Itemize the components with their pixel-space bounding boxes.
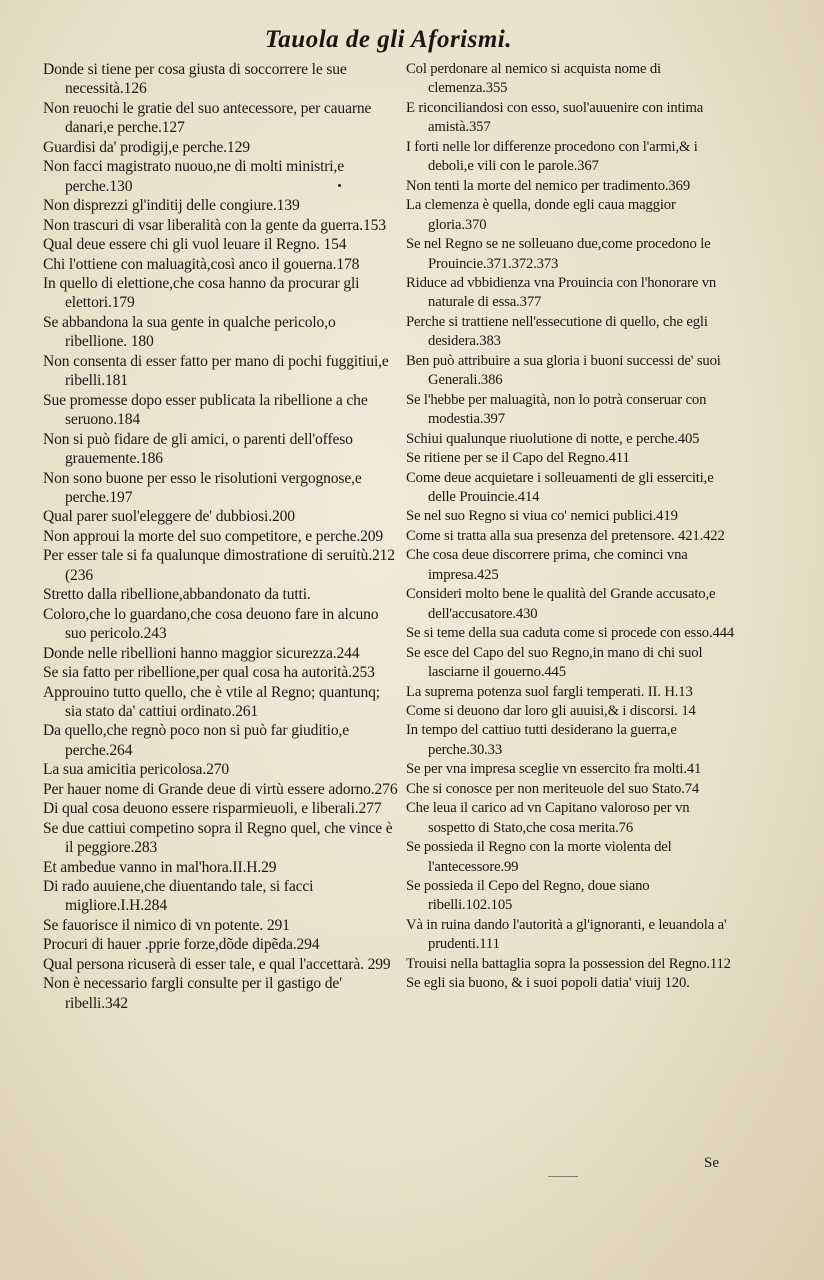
index-entry: Se nel suo Regno si viua co' nemici publici.419 bbox=[406, 508, 678, 525]
catchword: Se bbox=[704, 1155, 719, 1171]
index-entry: Chi l'ottiene con maluagità,così anco il gouerna.178 bbox=[43, 255, 360, 273]
index-entry: Approuino tutto quello, che è vtile al Regno; quantunq; sia stato da' cattiui ordinato.261 bbox=[43, 683, 380, 720]
index-entry: Et ambedue vanno in mal'hora.II.H.29 bbox=[43, 858, 277, 876]
index-entry: Di qual cosa deuono essere risparmieuoli, e liberali.277 bbox=[43, 800, 382, 818]
index-entry: In quello di elettione,che cosa hanno da procurar gli elettori.179 bbox=[43, 274, 360, 312]
index-entry: Non facci magistrato nuouo,ne di molti ministri,e perche.130 bbox=[43, 158, 344, 195]
index-entry: Se esce del Capo del suo Regno,in mano di chi suol lasciarne il gouerno.445 bbox=[406, 644, 703, 681]
index-entry: La sua amicitia pericolosa.270 bbox=[43, 761, 230, 779]
signature-mark bbox=[548, 1176, 578, 1177]
index-entry: Non è necessario fargli consulte per il gastigo de' ribelli.342 bbox=[43, 975, 342, 1012]
index-entry: Qual parer suol'eleggere de' dubbiosi.200 bbox=[43, 508, 295, 526]
index-entry: Non tenti la morte del nemico per tradimento.369 bbox=[406, 177, 691, 194]
index-entry: Se per vna impresa sceglie vn essercito fra molti.41 bbox=[406, 761, 702, 778]
index-entry: Ben può attribuire a sua gloria i buoni successi de' suoi Generali.386 bbox=[406, 352, 721, 389]
index-entry: Non disprezzi gl'inditij delle congiure.139 bbox=[43, 197, 300, 215]
index-entry: Coloro,che lo guardano,che cosa deuono fare in alcuno suo pericolo.243 bbox=[43, 605, 379, 643]
index-entry: In tempo del cattiuo tutti desiderano la guerra,e perche.30.33 bbox=[406, 722, 677, 758]
index-entry: Perche si trattiene nell'essecutione di quello, che egli desidera.383 bbox=[406, 313, 708, 350]
index-entry: Di rado auuiene,che diuentando tale, si facci migliore.I.H.284 bbox=[43, 878, 314, 915]
index-entry: Procuri di hauer .pprie forze,dõde dipẽda.294 bbox=[43, 936, 320, 954]
index-entry: Non consenta di esser fatto per mano di pochi fuggitiui,e ribelli.181 bbox=[43, 352, 389, 390]
index-entry: Và in ruina dando l'autorità a gl'ignoranti, e leuandola a' prudenti.111 bbox=[406, 916, 727, 953]
ink-speck bbox=[338, 184, 341, 187]
index-entry: Col perdonare al nemico si acquista nome di clemenza.355 bbox=[406, 61, 661, 97]
index-entry: Da quello,che regnò poco non si può far giuditio,e perche.264 bbox=[43, 722, 350, 759]
index-entry: Trouisi nella battaglia sopra la possession del Regno.112 bbox=[406, 955, 731, 972]
index-entry: Come si tratta alla sua presenza del pretensore. 421.422 bbox=[406, 527, 725, 544]
index-entry: Se sia fatto per ribellione,per qual cosa ha autorità.253 bbox=[43, 664, 375, 682]
index-entry: Non reuochi le gratie del suo antecessore, per cauarne danari,e perche.127 bbox=[43, 99, 372, 137]
index-entry: La clemenza è quella, donde egli caua maggior gloria.370 bbox=[406, 197, 676, 233]
index-entry: Per esser tale si fa qualunque dimostratione di seruitù.212 (236 bbox=[43, 547, 395, 584]
right-index-column bbox=[406, 60, 736, 994]
index-entry: Se fauorisce il nimico di vn potente. 291 bbox=[43, 916, 290, 934]
index-entry: Consideri molto bene le qualità del Grande accusato,e dell'accusatore.430 bbox=[406, 586, 716, 622]
index-entry: Se abbandona la sua gente in qualche pericolo,o ribellione. 180 bbox=[43, 313, 336, 351]
index-entry: Schiui qualunque riuolutione di notte, e perche.405 bbox=[406, 430, 700, 447]
index-entry: Se ritiene per se il Capo del Regno.411 bbox=[406, 450, 630, 467]
index-entry: Se due cattiui competino sopra il Regno quel, che vince è il peggiore.283 bbox=[43, 819, 393, 857]
index-entry: Se egli sia buono, & i suoi popoli datia' viuij 120. bbox=[406, 975, 690, 992]
index-entry: Come deue acquietare i solleuamenti de gli esserciti,e delle Prouincie.414 bbox=[406, 469, 714, 505]
index-entry: Se l'hebbe per maluagità, non lo potrà conseruar con modestia.397 bbox=[406, 391, 707, 428]
index-entry: Che si conosce per non meriteuole del suo Stato.74 bbox=[406, 780, 700, 797]
index-entry: Sue promesse dopo esser publicata la ribellione a che seruono.184 bbox=[43, 391, 368, 429]
index-entry: Qual persona ricuserà di esser tale, e qual l'accettarà. 299 bbox=[43, 955, 391, 973]
index-entry: Se nel Regno se ne solleuano due,come procedono le Prouincie.371.372.373 bbox=[406, 236, 711, 272]
index-entry: Stretto dalla ribellione,abbandonato da tutti. bbox=[43, 586, 311, 604]
index-entry: Donde si tiene per cosa giusta di soccorrere le sue necessità.126 bbox=[43, 61, 347, 98]
index-entry: Non approui la morte del suo competitore, e perche.209 bbox=[43, 527, 384, 545]
index-entry: Qual deue essere chi gli vuol leuare il Regno. 154 bbox=[43, 236, 347, 254]
index-entry: Riduce ad vbbidienza vna Prouincia con l'honorare vn naturale di essa.377 bbox=[406, 274, 717, 311]
index-entry: Non trascuri di vsar liberalità con la gente da guerra.153 bbox=[43, 216, 386, 234]
index-entry: Che leua il carico ad vn Capitano valoroso per vn sospetto di Stato,che cosa merita.76 bbox=[406, 800, 690, 836]
index-entry: E riconciliandosi con esso, suol'auuenire con intima amistà.357 bbox=[406, 99, 704, 136]
index-entry: Non si può fidare de gli amici, o parenti dell'offeso grauemente.186 bbox=[43, 430, 353, 468]
index-entry: Se possieda il Regno con la morte violenta del l'antecessore.99 bbox=[406, 839, 672, 875]
page-header: Tauola de gli Aforismi. bbox=[264, 26, 512, 53]
index-entry: Non sono buone per esso le risolutioni vergognose,e perche.197 bbox=[43, 469, 362, 506]
index-entry: Guardisi da' prodigij,e perche.129 bbox=[43, 138, 250, 156]
index-entry: I forti nelle lor differenze procedono con l'armi,& i deboli,e vili con le parole.367 bbox=[406, 138, 698, 175]
index-entry: Donde nelle ribellioni hanno maggior sicurezza.244 bbox=[43, 644, 360, 662]
index-entry: La suprema potenza suol fargli temperati. II. H.13 bbox=[406, 683, 693, 700]
index-entry: Che cosa deue discorrere prima, che cominci vna impresa.425 bbox=[406, 547, 688, 583]
index-entry: Se possieda il Cepo del Regno, doue siano ribelli.102.105 bbox=[406, 878, 650, 914]
index-entry: Se si teme della sua caduta come si procede con esso.444 bbox=[406, 625, 735, 642]
index-entry: Per hauer nome di Grande deue di virtù essere adorno.276 bbox=[43, 780, 398, 798]
index-entry: Come si deuono dar loro gli auuisi,& i discorsi. 14 bbox=[406, 702, 696, 719]
left-index-column bbox=[43, 60, 399, 1013]
